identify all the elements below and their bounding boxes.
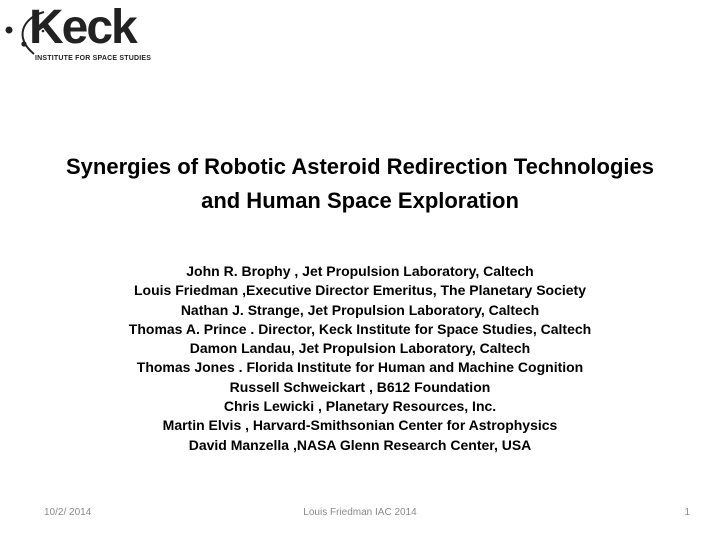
logo-wordmark: Keck <box>29 1 136 54</box>
footer-date: 10/2/ 2014 <box>44 507 92 518</box>
title-line-1: Synergies of Robotic Asteroid Redirection Technologies <box>66 154 654 179</box>
title-line-2: and Human Space Exploration <box>201 188 519 213</box>
author-line: Russell Schweickart , B612 Foundation <box>229 378 491 395</box>
author-line: Chris Lewicki , Planetary Resources, Inc. <box>223 398 497 415</box>
author-line: David Manzella ,NASA Glenn Research Center, USA <box>188 436 532 453</box>
slide-title <box>20 150 700 218</box>
author-list <box>20 262 700 455</box>
author-line: Thomas Jones . Florida Institute for Human and Machine Cognition <box>136 359 584 376</box>
author-line: Damon Landau, Jet Propulsion Laboratory, Caltech <box>189 340 531 357</box>
logo-subtitle: INSTITUTE FOR SPACE STUDIES <box>35 55 152 62</box>
author-line: Thomas A. Prince . Director, Keck Institute for Space Studies, Caltech <box>128 320 592 337</box>
author-line: Louis Friedman ,Executive Director Emeritus, The Planetary Society <box>133 282 587 299</box>
footer-presenter: Louis Friedman IAC 2014 <box>303 507 417 518</box>
author-line: Nathan J. Strange, Jet Propulsion Laboratory, Caltech <box>180 301 540 318</box>
keck-logo <box>4 1 154 82</box>
footer-page-number: 1 <box>684 507 690 518</box>
author-line: Martin Elvis , Harvard-Smithsonian Center for Astrophysics <box>162 417 558 434</box>
author-line: John R. Brophy , Jet Propulsion Laboratory, Caltech <box>186 263 534 279</box>
